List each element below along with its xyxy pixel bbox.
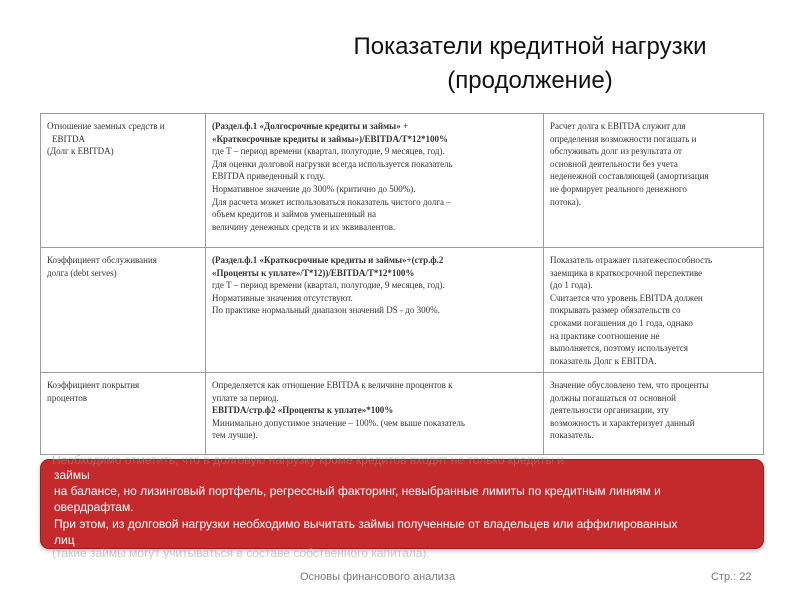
note-cell [544,373,764,455]
formula-line: EBITDA приведенный к году. [212,171,326,182]
note-line: определения возможности погашать и [550,133,697,144]
table-row [41,248,764,373]
callout-line: на балансе, но лизинговый портфель, регрессный факторинг, невыбранные лимиты по кредитным линиям и [54,484,661,499]
note-line: Показатель отражает платежеспособность [550,255,713,265]
callout-line: овердрафтам. [54,500,134,515]
indicator-name-cell [41,248,206,373]
indicators-table [40,113,764,455]
formula-line: уплате за период. [212,392,279,403]
formula-line: Определяется как отношение EBITDA к величине процентов к [212,380,453,390]
note-line: сроками погашения до 1 года, однако [550,317,693,328]
formula-line: По практике нормальный диапазон значений DS - до 300%. [212,305,440,316]
callout-overflow-text-top: Необходимо отметить, что в долговую нагрузку кроме кредитов входят не только кредиты и [52,453,565,467]
note-line: показатель. [550,430,594,441]
indicator-name-line: долга (debt serves) [47,267,117,278]
formula-line: Минимально допустимое значение – 100%. (чем выше показатель [212,417,465,428]
indicator-name-line: Отношение заемных средств и [47,121,165,131]
formula-bold-line: EBITDA/стр.ф2 «Проценты к уплате»*100% [212,405,394,416]
note-cell [544,248,764,373]
formula-bold-line: «Проценты к уплате»/Т*12))/EBITDA/T*12*100% [212,267,415,278]
formula-bold-line: (Раздел.ф.1 «Долгосрочные кредиты и займы» + [212,121,409,131]
note-line: на практике соотношение не [550,330,660,341]
slide-title [270,30,790,98]
formula-line: Для оценки долговой нагрузки всегда используется показатель [212,158,453,169]
note-line: покрывать размер обязательств со [550,305,681,316]
formula-bold-line: (Раздел.ф.1 «Краткосрочные кредиты и займы»+(стр.ф.2 [212,255,444,265]
indicator-name-line: процентов [47,392,88,403]
callout-overflow-text-bottom: (такие займы могут учитываться в составе собственного капитала). [52,546,430,559]
callout-box [40,459,764,549]
note-cell [544,114,764,248]
formula-line: Нормативные значения отсутствуют. [212,292,353,303]
formula-cell [206,114,544,248]
indicator-name-line: Коэффициент обслуживания [47,255,157,265]
page-number: Стр.: 22 [711,571,752,583]
note-line: потока). [550,196,581,207]
callout-line: При этом, из долговой нагрузки необходимо вычитать займы полученные от владельцев или аффилированных [54,516,678,531]
indicator-name-line: (Долг к EBITDA) [47,146,114,157]
formula-line: объем кредитов и займов уменьшенный на [212,209,377,220]
note-line: (до 1 года). [550,280,593,291]
note-line: выполняется, поэтому используется [550,343,689,354]
slide-title-line-1: Показатели кредитной нагрузки [353,33,707,60]
note-line: неденежной составляющей (амортизация [550,171,709,182]
note-line: Расчет долга к EBITDA служит для [550,121,686,131]
formula-line: Нормативное значение до 300% (критично до 500%). [212,183,416,194]
note-line: возможность и характеризует данный [550,417,695,428]
indicator-name-cell [41,114,206,248]
table-row [41,373,764,455]
indicator-name-line: Коэффициент покрытия [47,380,140,390]
formula-cell [206,248,544,373]
indicator-name-line: EBITDA [52,133,85,144]
note-line: показатель Долг к EBITDA. [550,355,657,366]
formula-line: где Т – период времени (квартал, полугодие, 9 месяцев, год). [212,280,445,291]
table-row [41,114,764,248]
note-line: должны погашаться от основной [550,392,676,403]
note-line: Считается что уровень EBITDA должен [550,292,703,303]
note-line: заемщика в краткосрочной перспективе [550,267,703,278]
formula-line: Для расчета может использоваться показатель чистого долга – [212,196,451,207]
formula-bold-line: «Краткосрочные кредиты и займы»)/EBITDA/T*12*100% [212,133,448,144]
note-line: обслуживать долг из результата от [550,146,682,157]
slide-title-line-2: (продолжение) [447,67,613,94]
note-line: основной деятельности без учета [550,158,678,169]
note-line: не формирует реального денежного [550,183,687,194]
formula-line: тем лучше). [212,430,258,441]
formula-line: величину денежных средств и их эквивалентов. [212,221,396,232]
formula-cell [206,373,544,455]
callout-line: займы [54,468,90,482]
indicator-name-cell [41,373,206,455]
callout-line: лиц [54,532,75,547]
note-line: Значение обусловлено тем, что проценты [550,380,709,390]
footer-course-title: Основы финансового анализа [300,571,456,583]
formula-line: где Т – период времени (квартал, полугодие, 9 месяцев, год). [212,146,445,157]
note-line: деятельности организации, эту [550,405,669,416]
